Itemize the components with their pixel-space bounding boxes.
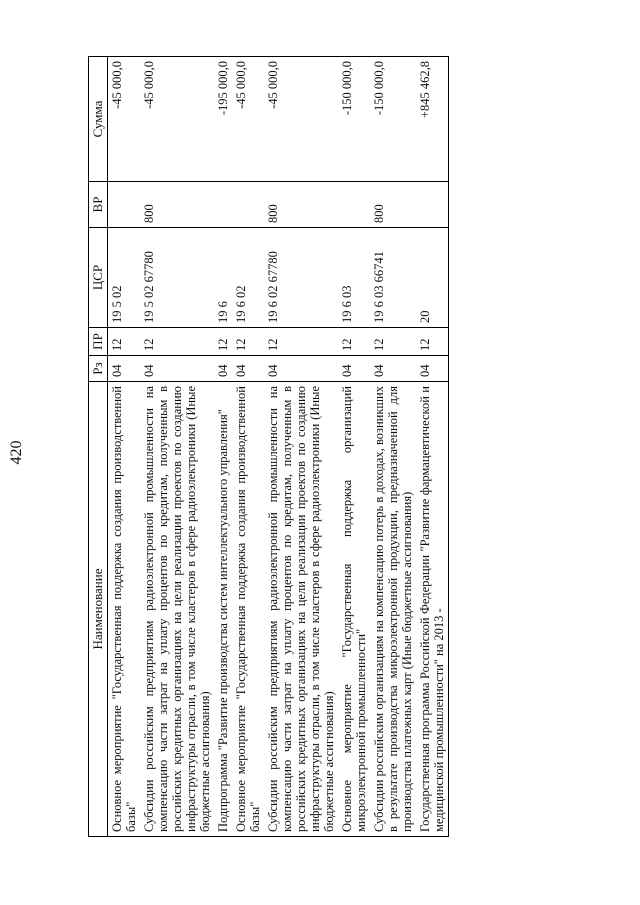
table-row bbox=[214, 57, 232, 837]
row-sum: -45 000,0 bbox=[140, 57, 214, 182]
row-rz: 04 bbox=[416, 356, 449, 382]
row-vr bbox=[338, 182, 370, 228]
header-rz: Рз bbox=[89, 356, 108, 382]
row-name: Субсидии российским организациям на компенсацию потерь в доходах, возникших в результате производства микроэлектронной продукции, предназначенной для производства платежных карт (Иные бюджетные ассигнования) bbox=[370, 382, 416, 837]
row-csr: 19 6 02 bbox=[232, 228, 264, 328]
row-vr bbox=[232, 182, 264, 228]
page-number: 420 bbox=[8, 440, 25, 465]
row-sum: -45 000,0 bbox=[264, 57, 338, 182]
row-pr: 12 bbox=[338, 328, 370, 356]
header-csr: ЦСР bbox=[89, 228, 108, 328]
table-row bbox=[370, 57, 416, 837]
header-sum: Сумма bbox=[89, 57, 108, 182]
table-row bbox=[140, 57, 214, 837]
table-row bbox=[232, 57, 264, 837]
row-csr: 19 6 bbox=[214, 228, 232, 328]
row-rz: 04 bbox=[264, 356, 338, 382]
row-csr: 19 6 03 66741 bbox=[370, 228, 416, 328]
table-header-row bbox=[89, 57, 108, 837]
row-pr: 12 bbox=[214, 328, 232, 356]
row-rz: 04 bbox=[232, 356, 264, 382]
row-pr: 12 bbox=[108, 328, 141, 356]
header-vr: ВР bbox=[89, 182, 108, 228]
row-sum: -45 000,0 bbox=[108, 57, 141, 182]
budget-table bbox=[88, 56, 449, 837]
row-pr: 12 bbox=[232, 328, 264, 356]
table-row bbox=[108, 57, 141, 837]
row-vr: 800 bbox=[370, 182, 416, 228]
row-sum: -150 000,0 bbox=[370, 57, 416, 182]
row-sum: -45 000,0 bbox=[232, 57, 264, 182]
row-sum: -150 000,0 bbox=[338, 57, 370, 182]
row-pr: 12 bbox=[264, 328, 338, 356]
row-vr bbox=[108, 182, 141, 228]
row-vr bbox=[214, 182, 232, 228]
row-rz: 04 bbox=[214, 356, 232, 382]
row-vr: 800 bbox=[264, 182, 338, 228]
row-rz: 04 bbox=[370, 356, 416, 382]
row-rz: 04 bbox=[338, 356, 370, 382]
row-name: Субсидии российским предприятиям радиоэлектронной промышленности на компенсацию части затрат на уплату процентов по кредитам, полученным в российских кредитных организациях на цели реализации проектов по созданию инфраструктуры отрасли, в том числе кластеров в сфере радиоэлектроники (Иные бюджетные ассигнования) bbox=[140, 382, 214, 837]
header-pr: ПР bbox=[89, 328, 108, 356]
table-row bbox=[338, 57, 370, 837]
row-pr: 12 bbox=[416, 328, 449, 356]
table-row bbox=[416, 57, 449, 837]
row-name: Субсидии российским предприятиям радиоэлектронной промышленности на компенсацию части затрат на уплату процентов по кредитам, полученным в российских кредитных организациях на цели реализации проектов по созданию инфраструктуры отрасли, в том числе кластеров в сфере радиоэлектроники (Иные бюджетные ассигнования) bbox=[264, 382, 338, 837]
header-name: Наименование bbox=[89, 382, 108, 837]
row-csr: 20 bbox=[416, 228, 449, 328]
row-name: Основное мероприятие "Государственная поддержка создания производственной базы" bbox=[232, 382, 264, 837]
row-csr: 19 5 02 bbox=[108, 228, 141, 328]
table-row bbox=[264, 57, 338, 837]
row-name: Государственная программа Российской Федерации "Развитие фармацевтической и медицинской промышленности" на 2013 - bbox=[416, 382, 449, 837]
row-csr: 19 6 02 67780 bbox=[264, 228, 338, 328]
row-name: Основное мероприятие "Государственная поддержка создания производственной базы" bbox=[108, 382, 141, 837]
row-csr: 19 5 02 67780 bbox=[140, 228, 214, 328]
row-rz: 04 bbox=[140, 356, 214, 382]
row-pr: 12 bbox=[140, 328, 214, 356]
row-vr: 800 bbox=[140, 182, 214, 228]
row-name: Основное мероприятие "Государственная поддержка организаций микроэлектронной промышленности" bbox=[338, 382, 370, 837]
row-sum: +845 462,8 bbox=[416, 57, 449, 182]
row-name: Подпрограмма "Развитие производства систем интеллектуального управления" bbox=[214, 382, 232, 837]
row-vr bbox=[416, 182, 449, 228]
row-csr: 19 6 03 bbox=[338, 228, 370, 328]
row-rz: 04 bbox=[108, 356, 141, 382]
row-pr: 12 bbox=[370, 328, 416, 356]
row-sum: -195 000,0 bbox=[214, 57, 232, 182]
